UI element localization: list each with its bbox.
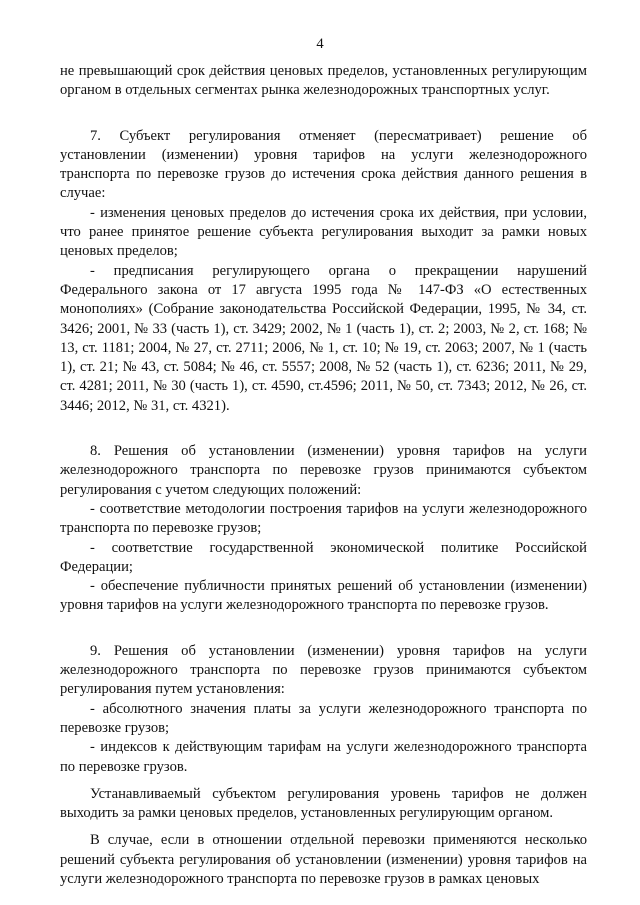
list-item-absolute-value: - абсолютного значения платы за услуги железнодорожного транспорта по перевозке грузов; (60, 700, 587, 736)
paragraph-tariff-level: Устанавливаемый субъектом регулирования уровень тарифов не должен выходить за рамки ценовых пределов, установленных регулирующим органом. (60, 785, 587, 822)
document-body (60, 62, 587, 889)
list-item-economic-policy: - соответствие государственной экономической политике Российской Федерации; (60, 539, 587, 575)
paragraph-clause-7: 7. Субъект регулирования отменяет (пересматривает) решение об установлении (изменении) уровня тарифов на услуги железнодорожного транспорта по перевозке грузов до истечения срока действия данного решения в случае: (60, 127, 587, 202)
list-item-publicity: - обеспечение публичности принятых решений об установлении (изменении) уровня тарифов на услуги железнодорожного транспорта по перевозке грузов. (60, 578, 587, 614)
paragraph-continuation: не превышающий срок действия ценовых пределов, установленных регулирующим органом в отдельных сегментах рынка железнодорожных транспортных услуг. (60, 63, 587, 99)
paragraph-multiple-decisions: В случае, если в отношении отдельной перевозки применяются несколько решений субъекта регулирования об установлении (изменении) уровня тарифов на услуги железнодорожного транспорта по перевозке грузов в рамках ценовых (60, 832, 587, 887)
list-item-price-limits: - изменения ценовых пределов до истечения срока их действия, при условии, что ранее принятое решение субъекта регулирования выходит за рамки новых ценовых пределов; (60, 204, 587, 260)
paragraph-clause-8: 8. Решения об установлении (изменении) уровня тарифов на услуги железнодорожного транспорта по перевозке грузов принимаются субъектом регулирования с учетом следующих положений: (60, 443, 587, 498)
list-item-regulator-order: - предписания регулирующего органа о прекращении нарушений Федерального закона от 17 августа 1995 года № 147-ФЗ «О естественных монополиях» (Собрание законодательства Российской Федерации, 1995, № 34, ст. 3426; 2001, № 33 (часть 1), ст. 3429; 2002, № 1 (часть 1), ст. 2; 2003, № 2, ст. 168; № 13, ст. 1181; 2004, № 27, ст. 2711; 2006, № 1, ст. 10; № 19, ст. 2063; 2007, № 1 (часть 1), ст. 21; № 43, ст. 5084; № 46, ст. 5557; 2008, № 52 (часть 1), ст. 6236; 2011, № 29, ст. 4281; 2011, № 30 (часть 1), ст. 4590, ст.4596; 2011, № 50, ст. 7343; 2012, № 26, ст. 3446; 2012, № 31, ст. 4321). (60, 262, 587, 414)
list-item-methodology: - соответствие методологии построения тарифов на услуги железнодорожного транспорта по перевозке грузов; (60, 500, 587, 537)
list-item-indexes: - индексов к действующим тарифам на услуги железнодорожного транспорта по перевозке грузов. (60, 739, 587, 775)
page-number: 4 (316, 36, 324, 52)
paragraph-clause-9: 9. Решения об установлении (изменении) уровня тарифов на услуги железнодорожного транспорта по перевозке грузов принимаются субъектом регулирования путем установления: (60, 642, 587, 698)
